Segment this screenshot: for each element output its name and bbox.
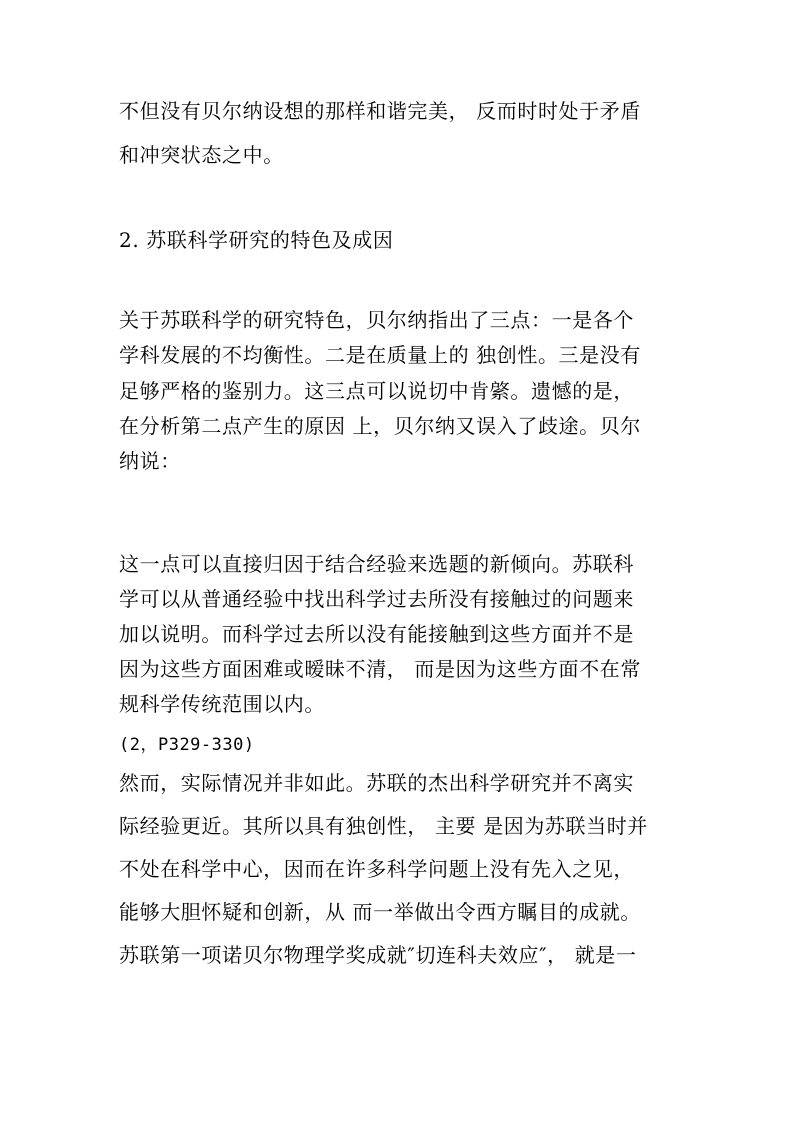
quote-line-2: 学可以从普通经验中找出科学过去所没有接触过的问题来 <box>119 587 634 611</box>
features-line-4: 在分析第二点产生的原因 上，贝尔纳又误入了歧途。贝尔 <box>119 414 641 438</box>
rebuttal-line-2: 际经验更近。其所以具有独创性， 主要 是因为苏联当时并 <box>119 814 648 838</box>
features-line-2: 学科发展的不均衡性。二是在质量上的 独创性。三是没有 <box>119 343 641 367</box>
quote-line-1: 这一点可以直接归因于结合经验来选题的新倾向。苏联科 <box>119 552 634 576</box>
quote-citation: (2，P329-330) <box>119 735 255 755</box>
features-line-3: 足够严格的鉴别力。这三点可以说切中肯綮。遗憾的是， <box>119 379 634 403</box>
features-line-5: 纳说： <box>119 449 181 473</box>
rebuttal-line-1: 然而，实际情况并非如此。苏联的杰出科学研究并不离实 <box>119 771 634 795</box>
features-line-1: 关于苏联科学的研究特色，贝尔纳指出了三点：一是各个 <box>119 308 634 332</box>
quote-line-4: 因为这些方面困难或暧昧不清， 而是因为这些方面不在常 <box>119 657 641 681</box>
quote-line-5: 规科学传统范围以内。 <box>119 692 325 716</box>
quote-line-3: 加以说明。而科学过去所以没有能接触到这些方面并不是 <box>119 622 634 646</box>
rebuttal-line-4: 能够大胆怀疑和创新，从 而一举做出令西方瞩目的成就。 <box>119 900 641 924</box>
intro-line-1: 不但没有贝尔纳设想的那样和谐完美， 反而时时处于矛盾 <box>119 99 641 123</box>
intro-line-2: 和冲突状态之中。 <box>119 143 284 167</box>
rebuttal-line-3: 不处在科学中心，因而在许多科学问题上没有先入之见， <box>119 857 634 881</box>
rebuttal-line-5: 苏联第一项诺贝尔物理学奖成就″切连科夫效应″， 就是一 <box>119 943 637 967</box>
section-heading: 2. 苏联科学研究的特色及成因 <box>119 228 394 252</box>
